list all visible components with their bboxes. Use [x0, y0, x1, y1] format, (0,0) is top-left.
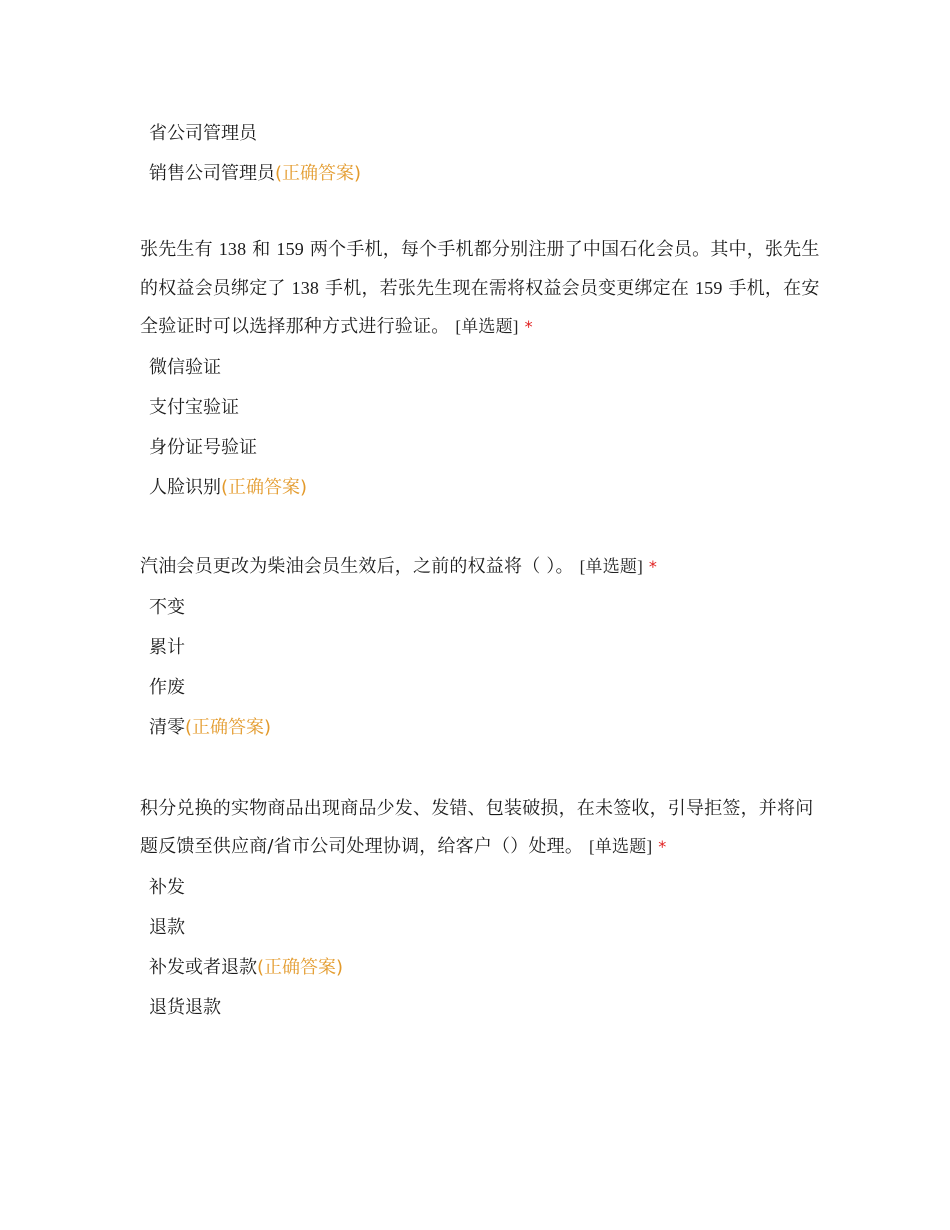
question-text-number: 159	[276, 239, 304, 259]
question-block	[140, 548, 830, 748]
option-item	[149, 348, 830, 388]
question-type-tag: [单选题]	[455, 317, 519, 336]
correct-answer-tag: (正确答案)	[257, 957, 344, 978]
question-text	[140, 548, 830, 586]
option-label: 作废	[149, 677, 185, 698]
option-label: 补发	[149, 877, 185, 898]
option-list	[140, 868, 830, 1028]
option-item	[149, 154, 361, 194]
option-list	[140, 588, 830, 748]
option-label: 支付宝验证	[149, 397, 239, 418]
previous-question-options	[149, 114, 361, 194]
option-list	[140, 348, 830, 508]
option-label: 补发或者退款	[149, 957, 257, 978]
question-block	[140, 230, 830, 508]
option-label: 人脸识别	[149, 477, 221, 498]
option-item	[149, 988, 830, 1028]
option-label: 身份证号验证	[149, 437, 257, 458]
question-text-part: 手机，若张先生现在需将权益会员变更绑定在	[319, 278, 695, 299]
correct-answer-tag: (正确答案)	[221, 477, 308, 498]
option-label: 销售公司管理员	[149, 163, 275, 184]
option-item	[149, 868, 830, 908]
option-item	[149, 668, 830, 708]
option-item	[149, 908, 830, 948]
question-text-part: 手机，在安全验证时可以选择那种方式进行验证。	[140, 278, 820, 337]
question-text-number: 159	[694, 278, 723, 298]
required-mark: *	[524, 317, 533, 336]
question-text-part: 张先生有	[140, 239, 219, 260]
question-text-part: 两个手机，每个手机都分别注册了中国石化会员。其中，张先生的权益会员绑定了	[140, 239, 820, 299]
option-label: 不变	[149, 597, 185, 618]
option-label: 省公司管理员	[149, 123, 257, 144]
option-item	[149, 428, 830, 468]
option-label: 清零	[149, 717, 185, 738]
option-item	[149, 114, 361, 154]
required-mark: *	[648, 557, 658, 576]
correct-answer-tag: (正确答案)	[185, 717, 272, 738]
question-text-number: 138	[218, 239, 247, 259]
question-text-part: 汽油会员更改为柴油会员生效后，之前的权益将（ ）。	[140, 556, 574, 577]
option-item	[149, 588, 830, 628]
question-text-part: 积分兑换的实物商品出现商品少发、发错、包装破损，在未签收，引导拒签，并将问题反馈至供应商/省市公司处理协调，给客户（）处理。	[140, 798, 814, 857]
question-text-part: 和	[246, 239, 277, 260]
option-item	[149, 708, 830, 748]
question-block	[140, 790, 830, 1028]
question-text-number: 138	[291, 278, 320, 298]
question-type-tag: [单选题]	[579, 557, 643, 576]
required-mark: *	[658, 837, 667, 856]
correct-answer-tag: (正确答案)	[275, 163, 362, 184]
question-text	[140, 230, 830, 346]
option-item	[149, 948, 830, 988]
option-label: 退货退款	[149, 997, 221, 1018]
option-item	[149, 388, 830, 428]
option-item	[149, 468, 830, 508]
question-text	[140, 790, 830, 866]
option-label: 微信验证	[149, 357, 221, 378]
question-type-tag: [单选题]	[588, 837, 653, 856]
option-item	[149, 628, 830, 668]
option-label: 退款	[149, 917, 185, 938]
option-label: 累计	[149, 637, 185, 658]
